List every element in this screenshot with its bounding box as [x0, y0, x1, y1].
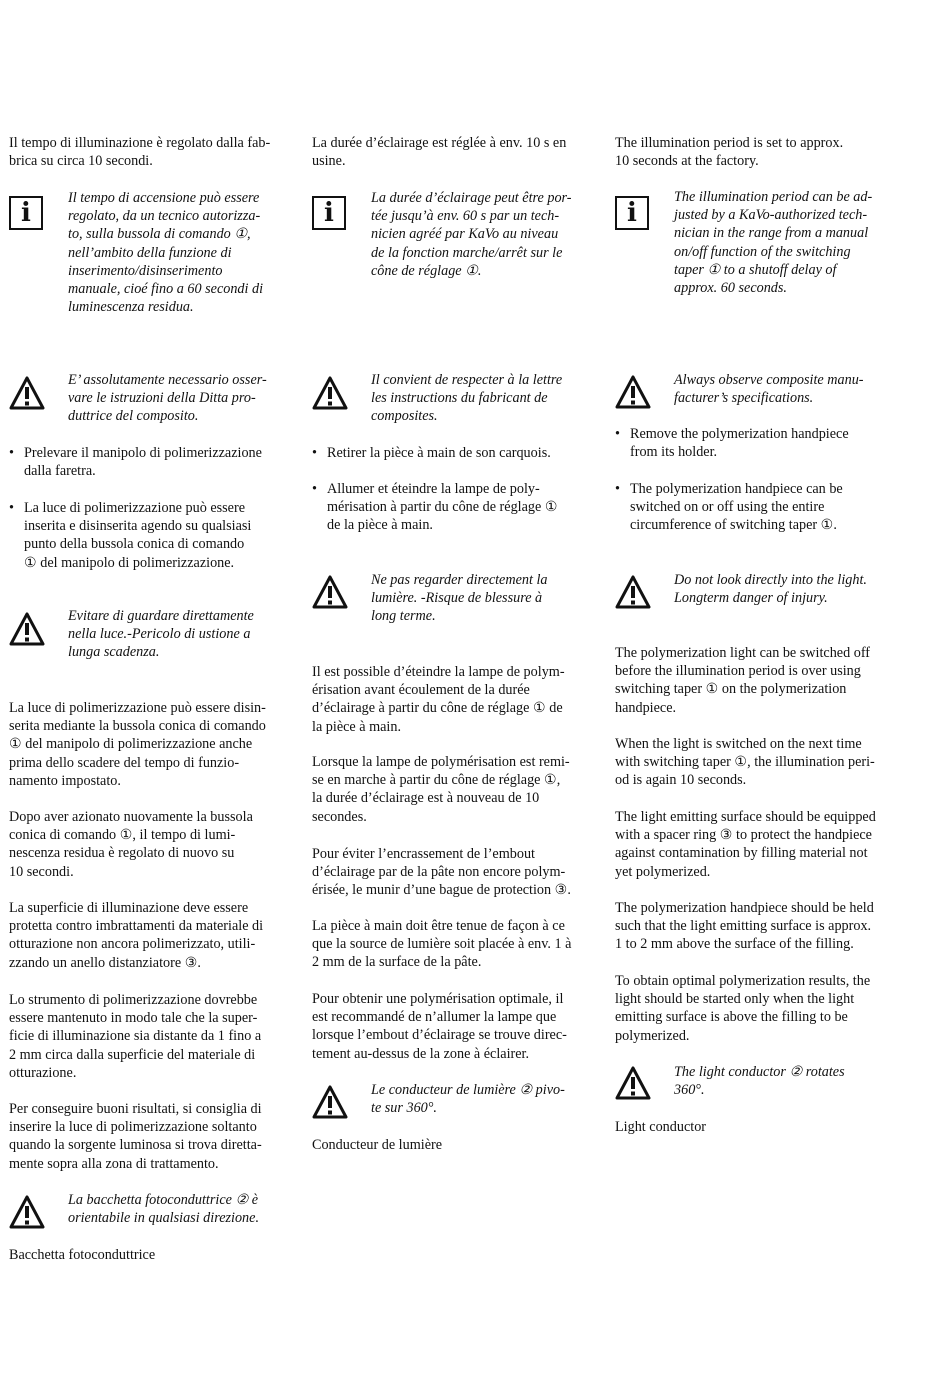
- body-paragraph: Pour obtenir une polymérisation optimale, il est recommandé de n’allumer la lampe que lorsque l’embout d’éclairage se trouve direc- tement au-dessus de la zone à éclairer.: [312, 991, 567, 1062]
- body-paragraph: Dopo aver azionato nuovamente la bussola conica di comando ①, il tempo di lumi- nescenza residua è regolato di nuovo su 10 secondi.: [9, 809, 253, 880]
- warning-note-conductor: La bacchetta fotoconduttrice ② è orientabile in qualsiasi direzione.: [68, 1192, 259, 1227]
- section-heading: Light conductor: [615, 1119, 707, 1135]
- intro-text: The illumination period is set to approx. 10 seconds at the factory.: [615, 135, 844, 170]
- list-item: [615, 480, 900, 535]
- body-paragraph: La luce di polimerizzazione può essere disin- serita mediante la bussola conica di comando ① del manipolo di polimerizzazione anche prima dello scadere del tempo di funzio- namento impostato.: [9, 700, 266, 789]
- warning-note-conductor: Le conducteur de lumière ② pivo- te sur 360°.: [371, 1082, 565, 1117]
- warning-icon: [615, 575, 651, 609]
- list-item-text: The polymerization handpiece can be switched on or off using the entire circumference of switching taper ①.: [630, 481, 843, 534]
- warning-note-composite: E’ assolutamente necessario osser- vare le istruzioni della Ditta pro- duttrice del composito.: [68, 372, 267, 425]
- list-item-text: La luce di polimerizzazione può essere inserita e disinserita agendo su qualsiasi punto della bussola conica di comando ① del manipolo di polimerizzazione.: [24, 500, 252, 571]
- intro-text: Il tempo di illuminazione è regolato dalla fab- brica su circa 10 secondi.: [9, 135, 271, 170]
- info-note: La durée d’éclairage peut être por- tée jusqu’à env. 60 s par un tech- nicien agréé par KaVo au niveau de la fonction marche/arrêt sur le cône de réglage ①.: [371, 190, 572, 279]
- warning-icon: [615, 375, 651, 409]
- info-note: Il tempo di accensione può essere regolato, da un tecnico autorizza- to, sulla bussola di comando ①, nell’ambito della funzione di inserimento/disinserimento manuale, cioé fino a 60 secondi di luminescenza residua.: [68, 190, 264, 316]
- warning-note-light: Ne pas regarder directement la lumière. -Risque de blessure à long terme.: [371, 572, 548, 625]
- warning-note-composite: Il convient de respecter à la lettre les instructions du fabricant de composites.: [371, 372, 563, 425]
- bullet-icon: •: [615, 426, 620, 442]
- section-heading: Conducteur de lumière: [312, 1137, 443, 1153]
- list-item-text: Prelevare il manipolo di polimerizzazione dalla faretra.: [24, 445, 262, 480]
- list-item: [615, 425, 900, 461]
- body-paragraph: To obtain optimal polymerization results, the light should be started only when the light emitting surface is above the filling to be polymerized.: [615, 973, 871, 1044]
- intro-text: La durée d’éclairage est réglée à env. 10 s en usine.: [312, 135, 567, 170]
- list-item: [9, 499, 294, 572]
- section-heading: Bacchetta fotoconduttrice: [9, 1247, 156, 1263]
- warning-icon: [312, 376, 348, 410]
- info-icon: i: [9, 196, 43, 230]
- body-paragraph: La superficie di illuminazione deve essere protetta contro imbrattamenti da materiale di otturazione non ancora polimerizzato, utili- zzando un anello distanziatore ③.: [9, 900, 264, 971]
- body-paragraph: Pour éviter l’encrassement de l’embout d’éclairage par de la pâte non encore polym- érisée, le munir d’une bague de protection ③.: [312, 846, 571, 899]
- list-item-text: Remove the polymerization handpiece from its holder.: [630, 426, 849, 461]
- warning-icon: [9, 1195, 45, 1229]
- column-italian: [9, 0, 294, 1379]
- body-paragraph: The polymerization handpiece should be held such that the light emitting surface is approx. 1 to 2 mm above the surface of the filling.: [615, 900, 874, 953]
- warning-note-composite: Always observe composite manu- facturer’s specifications.: [674, 372, 864, 407]
- warning-note-conductor: The light conductor ② rotates 360°.: [674, 1064, 845, 1099]
- info-icon: i: [615, 196, 649, 230]
- warning-icon: [9, 376, 45, 410]
- warning-icon: [9, 612, 45, 646]
- warning-icon: [312, 575, 348, 609]
- body-paragraph: The polymerization light can be switched off before the illumination period is over using switching taper ① on the polymerization handpiece.: [615, 645, 871, 716]
- list-item: [312, 480, 597, 535]
- body-paragraph: When the light is switched on the next time with switching taper ①, the illumination peri- od is again 10 seconds.: [615, 736, 875, 789]
- body-paragraph: La pièce à main doit être tenue de façon à ce que la source de lumière soit placée à env. 1 à 2 mm de la surface de la pâte.: [312, 918, 572, 971]
- list-item-text: Allumer et éteindre la lampe de poly- mérisation à partir du cône de réglage ① de la pièce à main.: [327, 481, 558, 534]
- list-item: [312, 444, 597, 462]
- bullet-icon: •: [9, 445, 14, 461]
- bullet-icon: •: [9, 500, 14, 516]
- body-paragraph: Il est possible d’éteindre la lampe de polym- érisation avant écoulement de la durée d’éclairage à partir du cône de réglage ① de la pièce à main.: [312, 664, 565, 735]
- warning-icon: [615, 1066, 651, 1100]
- body-paragraph: Lorsque la lampe de polymérisation est remi- se en marche à partir du cône de réglage ①, la durée d’éclairage est à nouveau de 10 secondes.: [312, 754, 570, 825]
- bullet-icon: •: [312, 481, 317, 497]
- info-note: The illumination period can be ad- justed by a KaVo-authorized tech- nician in the range from a manual on/off function of the switching taper ① to a shutoff delay of approx. 60 seconds.: [674, 189, 873, 297]
- column-english: [615, 0, 900, 1379]
- warning-icon: [312, 1085, 348, 1119]
- list-item: [9, 444, 294, 480]
- bullet-icon: •: [312, 445, 317, 461]
- bullet-icon: •: [615, 481, 620, 497]
- warning-note-light: Evitare di guardare direttamente nella luce.-Pericolo di ustione a lunga scadenza.: [68, 608, 254, 661]
- list-item-text: Retirer la pièce à main de son carquois.: [327, 445, 551, 461]
- body-paragraph: Per conseguire buoni risultati, si consiglia di inserire la luce di polimerizzazione soltanto quando la sorgente luminosa si trova diretta- mente sopra alla zona di trattamento.: [9, 1101, 262, 1172]
- body-paragraph: Lo strumento di polimerizzazione dovrebbe essere mantenuto in modo tale che la super- ficie di illuminazione sia distante da 1 fino a 2 mm circa dalla superficie del materiale di otturazione.: [9, 992, 262, 1081]
- info-icon: i: [312, 196, 346, 230]
- column-french: [312, 0, 597, 1379]
- warning-note-light: Do not look directly into the light. Longterm danger of injury.: [674, 572, 867, 607]
- body-paragraph: The light emitting surface should be equipped with a spacer ring ③ to protect the handpiece against contamination by filling material not yet polymerized.: [615, 809, 876, 880]
